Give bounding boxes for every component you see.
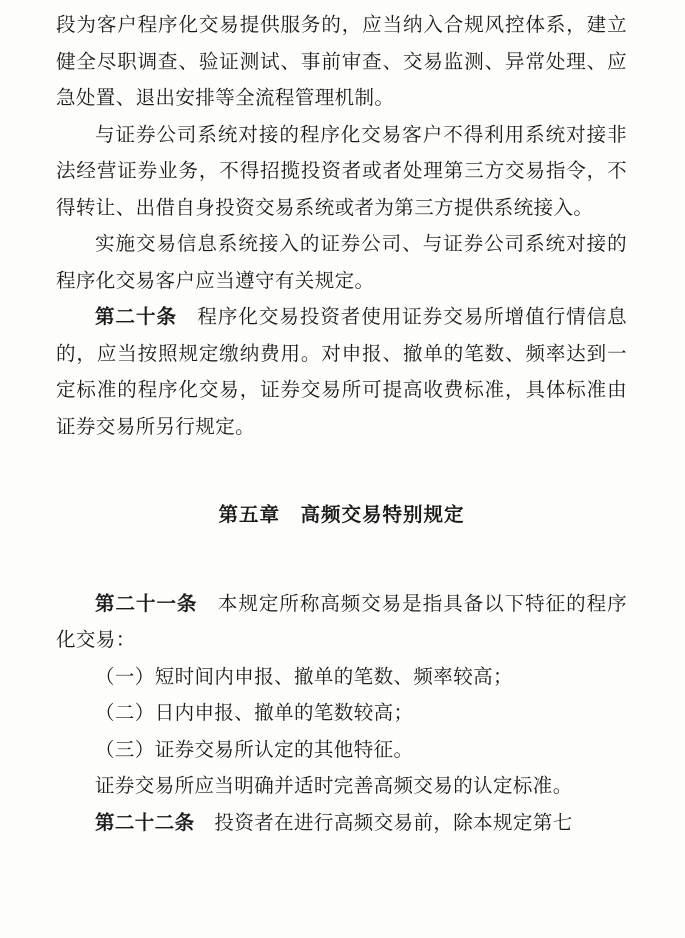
article-twentytwo-label: 第二十二条 xyxy=(95,812,195,834)
list-item-1: （一）短时间内申报、撤单的笔数、频率较高； xyxy=(95,666,513,688)
article-twentytwo-text: 投资者在进行高频交易前，除本规定第七 xyxy=(214,812,573,834)
paragraph-system-docking: 与证券公司系统对接的程序化交易客户不得利用系统对接非法经营证券业务，不得招揽投资者或者处理第三方交易指令，不得转让、出借自身投资交易系统或者为第三方提供系统接入。 xyxy=(56,124,627,219)
spacer-before-chapter xyxy=(56,446,627,498)
spacer-after-chapter xyxy=(56,535,627,587)
paragraph-continuation: 段为客户程序化交易提供服务的，应当纳入合规风控体系，建立健全尽职调查、验证测试、事前审查、交易监测、异常处理、应急处置、退出安排等全流程管理机制。 xyxy=(56,15,627,109)
list-item-2: （二）日内申报、撤单的笔数较高； xyxy=(95,703,414,724)
paragraph-compliance: 实施交易信息系统接入的证券公司、与证券公司系统对接的程序化交易客户应当遵守有关规定。 xyxy=(56,234,627,292)
chapter-heading: 第五章 高频交易特别规定 xyxy=(218,505,465,526)
article-twentyone-label: 第二十一条 xyxy=(95,593,198,615)
paragraph-closing: 证券交易所应当明确并适时完善高频交易的认定标准。 xyxy=(95,776,573,797)
article-twenty-label: 第二十条 xyxy=(95,307,177,328)
article-twentyone xyxy=(56,587,627,660)
article-twentytwo xyxy=(56,806,627,843)
article-twentyone-text: 本规定所称高频交易是指具备以下特征的程序化交易： xyxy=(56,593,627,651)
article-twenty-text: 程序化交易投资者使用证券交易所增值行情信息的，应当按照规定缴纳费用。对申报、撤单的笔数、频率达到一定标准的程序化交易，证券交易所可提高收费标准，具体标准由证券交易所另行规定。 xyxy=(56,307,627,438)
list-item-3: （三）证券交易所认定的其他特征。 xyxy=(95,739,414,761)
article-twenty xyxy=(56,300,627,446)
